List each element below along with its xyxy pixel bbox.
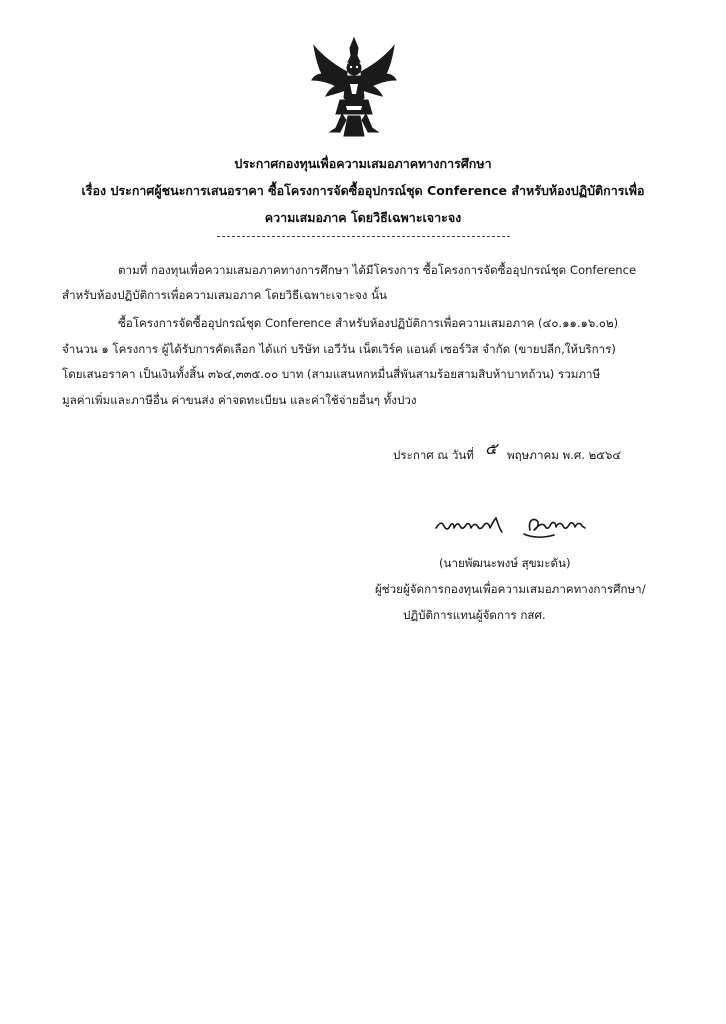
paragraph-2-line-4: มูลค่าเพิ่มและภาษีอื่น ค่าขนส่ง ค่าจดทะเบียน และค่าใช้จ่ายอื่นๆ ทั้งปวง <box>62 393 417 407</box>
subject-line-2: ความเสมอภาค โดยวิธีเฉพาะเจาะจง <box>264 210 462 225</box>
paragraph-2-line-3: โดยเสนอราคา เป็นเงินทั้งสิ้น ๓๖๔,๓๓๕.๐๐ บาท (สามแสนหกหมื่นสี่พันสามร้อยสามสิบห้าบาทถ้วน) รวมภาษี <box>62 367 601 381</box>
garuda-emblem-icon <box>306 36 402 140</box>
title-divider <box>217 236 510 237</box>
paragraph-2-line-1: ซื้อโครงการจัดซื้ออุปกรณ์ชุด Conference สำหรับห้องปฏิบัติการเพื่อความเสมอภาค (๔๐.๑๑.๑๖.๐๒) <box>118 316 619 330</box>
announcement-day-handwritten: ๕ <box>485 439 498 458</box>
announcement-date: พฤษภาคม พ.ศ. ๒๕๖๔ <box>507 448 622 462</box>
signatory-name: (นายพัฒนะพงษ์ สุขมะดัน) <box>439 556 571 570</box>
handwritten-signature <box>432 508 590 542</box>
paragraph-1-line-1: ตามที่ กองทุนเพื่อความเสมอภาคทางการศึกษา ได้มีโครงการ ซื้อโครงการจัดซื้ออุปกรณ์ชุด Conference <box>118 263 637 277</box>
document-title: ประกาศกองทุนเพื่อความเสมอภาคทางการศึกษา <box>234 156 492 171</box>
paragraph-2-line-2: จำนวน ๑ โครงการ ผู้ได้รับการคัดเลือก ได้แก่ บริษัท เอวีวัน เน็ตเวิร์ค แอนด์ เซอร์วิส จำกัด (ขายปลีก,ให้บริการ) <box>62 342 616 356</box>
subject-line-1: เรื่อง ประกาศผู้ชนะการเสนอราคา ซื้อโครงการจัดซื้ออุปกรณ์ชุด Conference สำหรับห้องปฏิบัติการเพื่อ <box>81 183 645 198</box>
paragraph-1-line-2: สำหรับห้องปฏิบัติการเพื่อความเสมอภาค โดยวิธีเฉพาะเจาะจง นั้น <box>62 288 387 302</box>
signatory-position-line-2: ปฏิบัติการแทนผู้จัดการ กสศ. <box>403 608 546 622</box>
announcement-prefix: ประกาศ ณ วันที่ <box>393 448 474 462</box>
signatory-position-line-1: ผู้ช่วยผู้จัดการกองทุนเพื่อความเสมอภาคทางการศึกษา/ <box>375 582 646 596</box>
